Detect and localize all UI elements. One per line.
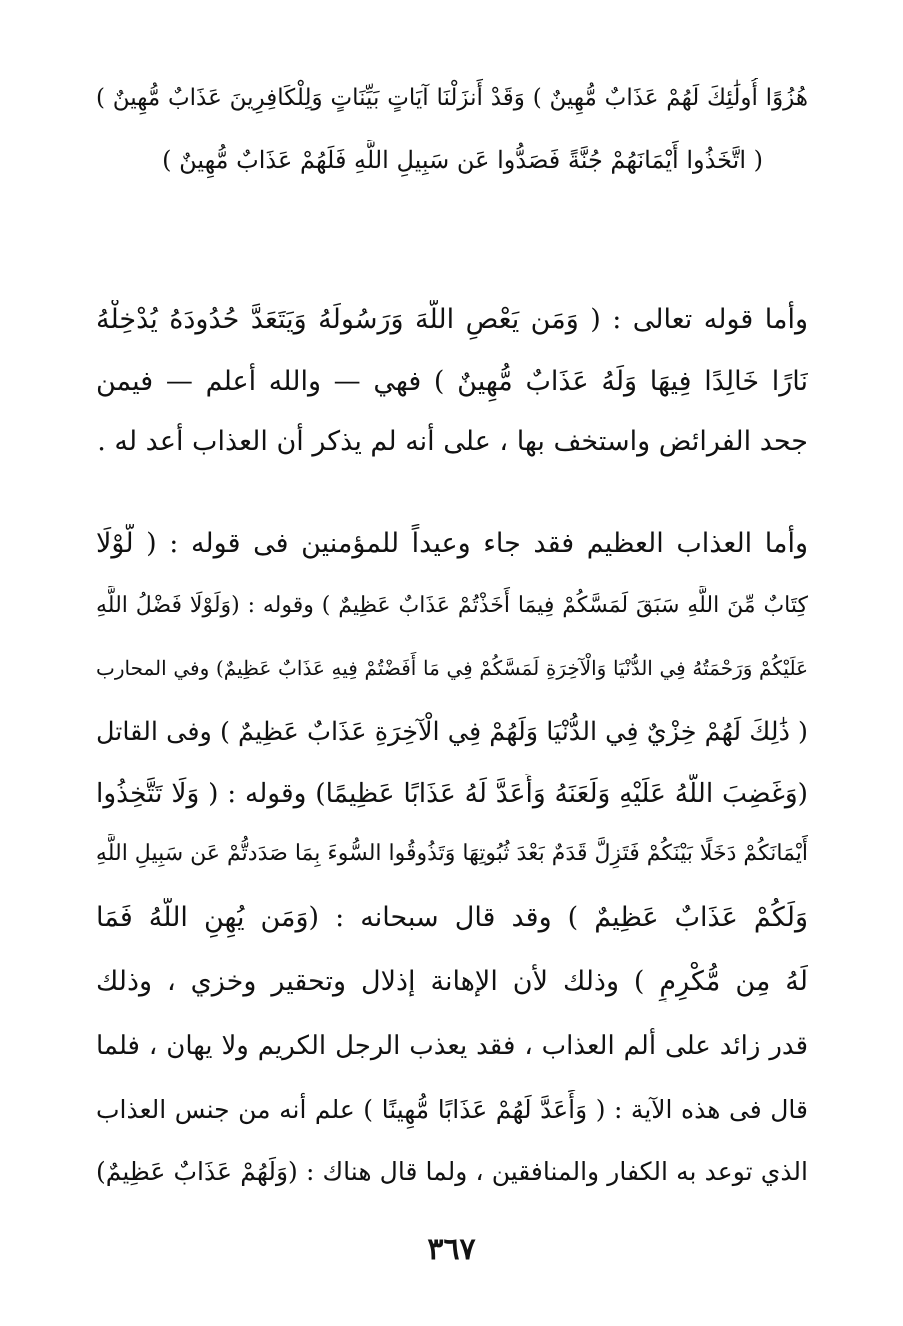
text-line: وَلَكُمْ عَذَابٌ عَظِيمٌ ) وقد قال سبحانه : (وَمَن يُهِنِ اللَّهُ فَمَا <box>96 902 808 933</box>
text-line: ( ذَٰلِكَ لَهُمْ خِزْيٌ فِي الدُّنْيَا وَلَهُمْ فِي الْآخِرَةِ عَذَابٌ عَظِيمٌ ) وفى القاتل <box>96 717 808 747</box>
verse-line: هُزُوًا أُولَٰئِكَ لَهُمْ عَذَابٌ مُّهِينٌ ) وَقَدْ أَنزَلْنَا آيَاتٍ بَيِّنَاتٍ وَلِلْكَافِرِينَ عَذَابٌ مُّهِينٌ ) <box>96 85 808 111</box>
text-line: وأما العذاب العظيم فقد جاء وعيداً للمؤمنين فى قوله : ( لَّوْلَا <box>96 528 808 559</box>
page-number: ٣٦٧ <box>427 1232 476 1267</box>
text-line: كِتَابٌ مِّنَ اللَّهِ سَبَقَ لَمَسَّكُمْ فِيمَا أَخَذْتُمْ عَذَابٌ عَظِيمٌ ) وقوله : (وَلَوْلَا فَضْلُ اللَّهِ <box>96 593 808 618</box>
text-line: جحد الفرائض واستخف بها ، على أنه لم يذكر أن العذاب أعد له . <box>97 426 808 457</box>
text-line: (وَغَضِبَ اللَّهُ عَلَيْهِ وَلَعَنَهُ وَأَعَدَّ لَهُ عَذَابًا عَظِيمًا) وقوله : ( وَلَا تَتَّخِذُوا <box>96 778 808 809</box>
text-line: قال فى هذه الآية : ( وَأَعَدَّ لَهُمْ عَذَابًا مُّهِينًا ) علم أنه من جنس العذاب <box>96 1095 808 1124</box>
text-line: قدر زائد على ألم العذاب ، فقد يعذب الرجل الكريم ولا يهان ، فلما <box>96 1031 808 1061</box>
text-line: لَهُ مِن مُّكْرِمٍ ) وذلك لأن الإهانة إذلال وتحقير وخزي ، وذلك <box>96 966 808 997</box>
text-line: الذي توعد به الكفار والمنافقين ، ولما قال هناك : (وَلَهُمْ عَذَابٌ عَظِيمٌ) <box>96 1157 808 1186</box>
verse-line: ( اتَّخَذُوا أَيْمَانَهُمْ جُنَّةً فَصَدُّوا عَن سَبِيلِ اللَّهِ فَلَهُمْ عَذَابٌ مُّهِينٌ ) <box>162 146 763 174</box>
text-line: عَلَيْكُمْ وَرَحْمَتُهُ فِي الدُّنْيَا وَالْآخِرَةِ لَمَسَّكُمْ فِي مَا أَفَضْتُمْ فِيهِ عَذَابٌ عَظِيمٌ) وفي المحارب <box>96 656 808 680</box>
text-line: أَيْمَانَكُمْ دَخَلًا بَيْنَكُمْ فَتَزِلَّ قَدَمٌ بَعْدَ ثُبُوتِهَا وَتَذُوقُوا السُّوءَ بِمَا صَدَدتُّمْ عَن سَبِيلِ اللَّهِ <box>96 841 808 866</box>
text-line: وأما قوله تعالى : ( وَمَن يَعْصِ اللَّهَ وَرَسُولَهُ وَيَتَعَدَّ حُدُودَهُ يُدْخِلْهُ <box>96 304 808 335</box>
text-line: نَارًا خَالِدًا فِيهَا وَلَهُ عَذَابٌ مُّهِينٌ ) فهي — والله أعلم — فيمن <box>96 366 808 397</box>
